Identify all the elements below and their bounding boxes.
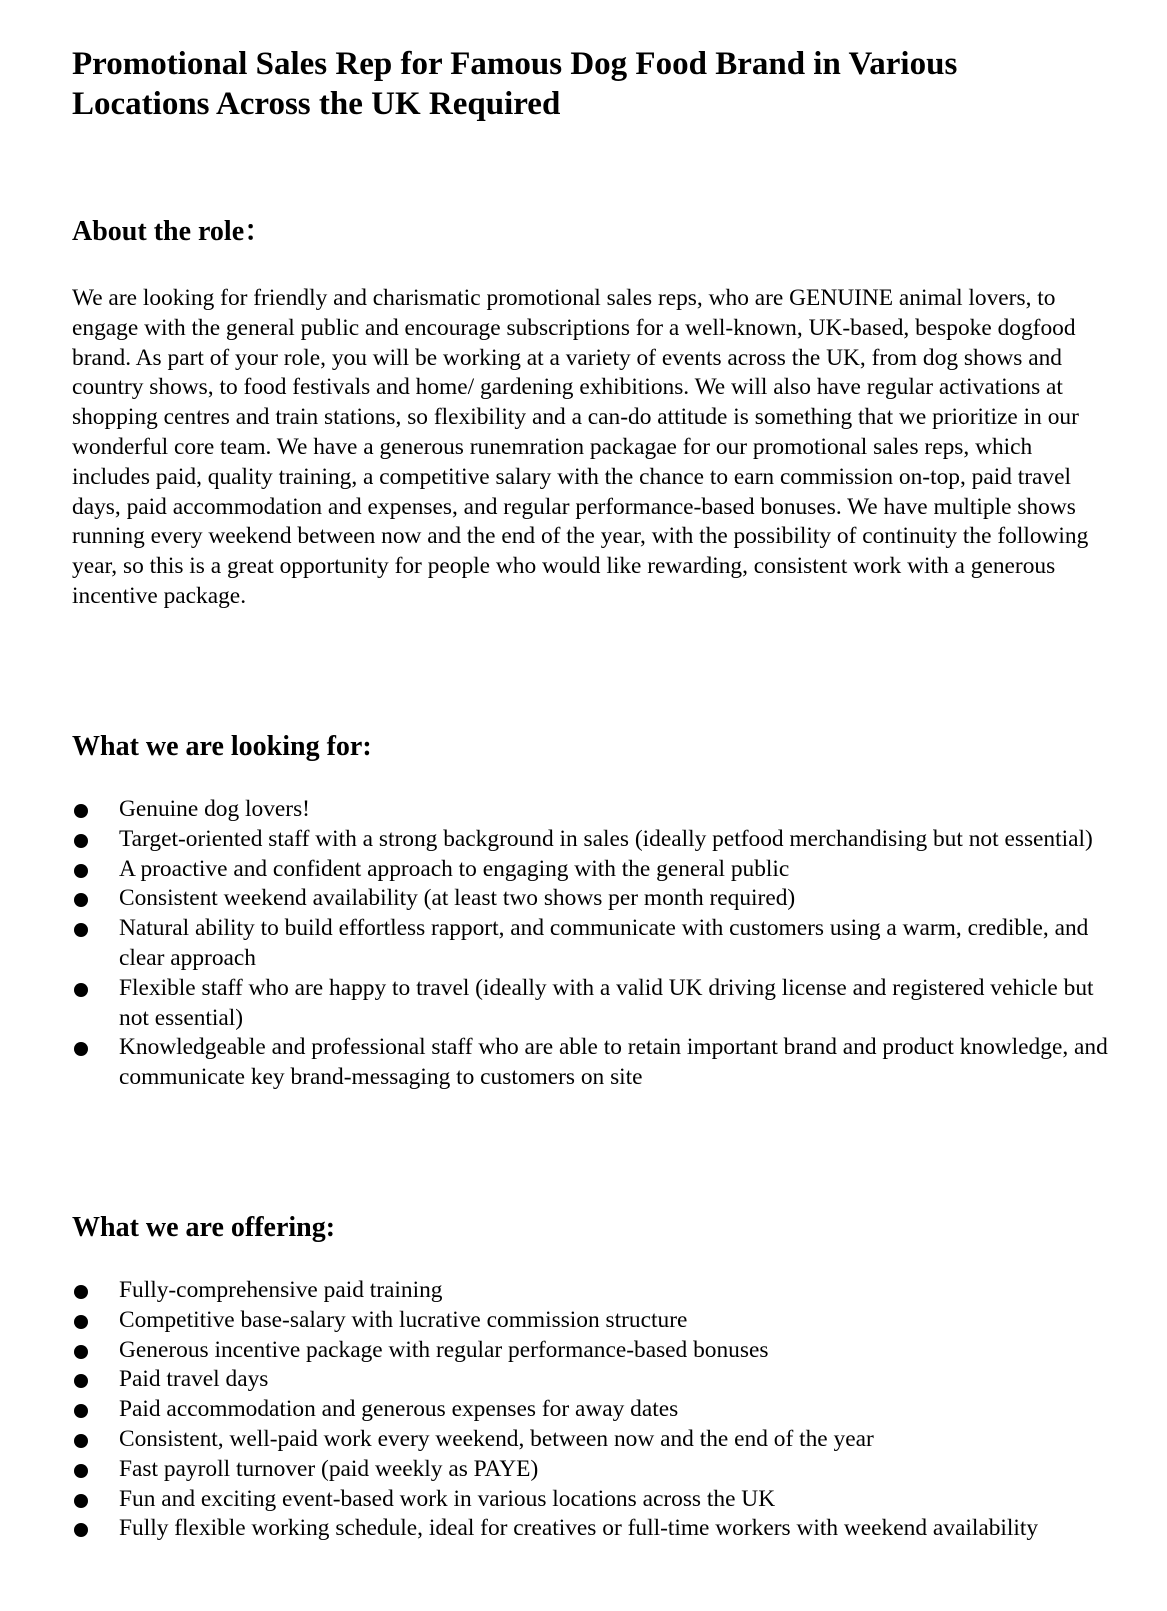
bullet-icon — [74, 1315, 88, 1329]
list-item — [72, 1514, 1112, 1544]
list-item — [72, 795, 1112, 825]
offering-list — [72, 1276, 1112, 1544]
list-item-text: Paid travel days — [119, 1366, 269, 1393]
bullet-icon — [74, 1464, 88, 1478]
list-item-text: A proactive and confident approach to engaging with the general public — [119, 855, 790, 882]
list-item — [72, 1365, 1112, 1395]
list-item — [72, 1306, 1112, 1336]
bullet-icon — [74, 893, 88, 907]
bullet-icon — [74, 983, 88, 997]
list-item-text: Generous incentive package with regular performance-based bonuses — [119, 1336, 769, 1363]
list-item-text: Knowledgeable and professional staff who are able to retain important brand and product knowledge, and communicate key brand-messaging to customers on site — [119, 1034, 1108, 1091]
bullet-icon — [74, 1374, 88, 1388]
list-item — [72, 855, 1112, 885]
list-item — [72, 1425, 1112, 1455]
list-item-text: Fully-comprehensive paid training — [119, 1277, 443, 1303]
bullet-icon — [74, 1404, 88, 1418]
list-item — [72, 825, 1112, 855]
bullet-icon — [74, 804, 88, 818]
bullet-icon — [74, 1434, 88, 1448]
bullet-icon — [74, 1494, 88, 1508]
looking-for-heading: What we are looking for: — [72, 731, 372, 762]
list-item — [72, 884, 1112, 914]
bullet-icon — [74, 1042, 88, 1056]
list-item-text: Consistent, well-paid work every weekend, between now and the end of the year — [119, 1425, 874, 1452]
bullet-icon — [74, 864, 88, 878]
list-item-text: Fast payroll turnover (paid weekly as PAYE) — [119, 1455, 539, 1482]
list-item — [72, 974, 1112, 1034]
list-item-text: Paid accommodation and generous expenses for away dates — [119, 1396, 679, 1423]
list-item-text: Genuine dog lovers! — [119, 796, 310, 822]
list-item — [72, 1276, 1112, 1306]
bullet-icon — [74, 1285, 88, 1299]
list-item — [72, 1485, 1112, 1515]
bullet-icon — [74, 1345, 88, 1359]
about-role-heading: About the role： — [72, 216, 273, 247]
list-item-text: Competitive base-salary with lucrative commission structure — [119, 1306, 688, 1333]
list-item — [72, 1455, 1112, 1485]
list-item — [72, 1395, 1112, 1425]
list-item — [72, 1033, 1112, 1093]
list-item-text: Natural ability to build effortless rapport, and communicate with customers using a warm, credible, and clear approach — [119, 915, 1089, 971]
bullet-icon — [74, 1523, 88, 1537]
list-item — [72, 914, 1112, 974]
list-item-text: Fully flexible working schedule, ideal for creatives or full-time workers with weekend availability — [119, 1515, 1039, 1542]
list-item-text: Consistent weekend availability (at least two shows per month required) — [119, 885, 796, 912]
looking-for-list — [72, 795, 1112, 1093]
offering-heading: What we are offering: — [72, 1212, 336, 1243]
list-item-text: Target-oriented staff with a strong background in sales (ideally petfood merchandising but not essential) — [119, 825, 1093, 852]
about-role-paragraph: We are looking for friendly and charismatic promotional sales reps, who are GENUINE animal lovers, to engage with the general public and encourage subscriptions for a well-known, UK-based, bespoke dogfood brand. As part of your role, you will be working at a variety of events across the UK, from dog shows and country shows, to food festivals and home/ gardening exhibitions. We will also have regular activations at shopping centres and train stations, so flexibility and a can-do attitude is something that we prioritize in our wonderful core team. We have a generous runemration packagae for our promotional sales reps, which includes paid, quality training, a competitive salary with the chance to earn commission on-top, paid travel days, paid accommodation and expenses, and regular performance-based bonuses. We have multiple shows running every weekend between now and the end of the year, with the possibility of continuity the following year, so this is a great opportunity for people who would like rewarding, consistent work with a generous incentive package. — [72, 285, 1089, 609]
document-title: Promotional Sales Rep for Famous Dog Food Brand in Various Locations Across the UK Required — [72, 46, 958, 122]
list-item-text: Fun and exciting event-based work in various locations across the UK — [119, 1485, 776, 1512]
bullet-icon — [74, 834, 88, 848]
bullet-icon — [74, 923, 88, 937]
list-item-text: Flexible staff who are happy to travel (ideally with a valid UK driving license and registered vehicle but not essential) — [119, 974, 1094, 1031]
list-item — [72, 1336, 1112, 1366]
